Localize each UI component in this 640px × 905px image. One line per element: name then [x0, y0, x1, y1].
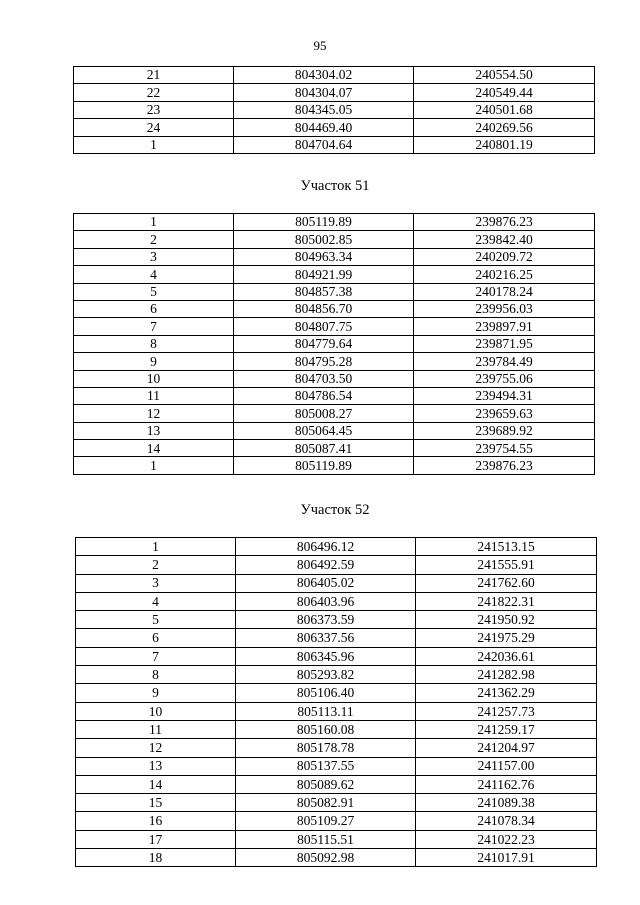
y-coordinate-cell: 241950.92 [416, 611, 597, 629]
x-coordinate-cell: 804963.34 [234, 248, 414, 265]
point-number-cell: 2 [76, 556, 236, 574]
y-coordinate-cell: 239842.40 [414, 231, 595, 248]
x-coordinate-cell: 804786.54 [234, 387, 414, 404]
x-coordinate-cell: 804304.02 [234, 67, 414, 84]
point-number-cell: 1 [74, 136, 234, 153]
point-number-cell: 1 [76, 538, 236, 556]
section-title-plot-52: Участок 52 [300, 502, 370, 518]
x-coordinate-cell: 804856.70 [234, 300, 414, 317]
point-number-cell: 3 [74, 248, 234, 265]
point-number-cell: 4 [76, 592, 236, 610]
x-coordinate-cell: 804921.99 [234, 266, 414, 283]
table-row [74, 422, 595, 439]
x-coordinate-cell: 805137.55 [236, 757, 416, 775]
x-coordinate-cell: 806496.12 [236, 538, 416, 556]
point-number-cell: 2 [74, 231, 234, 248]
table-row [76, 556, 597, 574]
y-coordinate-cell: 241162.76 [416, 775, 597, 793]
x-coordinate-cell: 805109.27 [236, 812, 416, 830]
point-number-cell: 14 [76, 775, 236, 793]
x-coordinate-cell: 804304.07 [234, 84, 414, 101]
x-coordinate-cell: 805106.40 [236, 684, 416, 702]
x-coordinate-cell: 806373.59 [236, 611, 416, 629]
x-coordinate-cell: 804469.40 [234, 119, 414, 136]
point-number-cell: 9 [74, 353, 234, 370]
y-coordinate-cell: 241257.73 [416, 702, 597, 720]
y-coordinate-cell: 239755.06 [414, 370, 595, 387]
table-row [76, 684, 597, 702]
point-number-cell: 10 [74, 370, 234, 387]
point-number-cell: 6 [74, 300, 234, 317]
x-coordinate-cell: 804795.28 [234, 353, 414, 370]
y-coordinate-cell: 241762.60 [416, 574, 597, 592]
point-number-cell: 13 [74, 422, 234, 439]
table-row [74, 353, 595, 370]
x-coordinate-cell: 805087.41 [234, 440, 414, 457]
x-coordinate-cell: 806403.96 [236, 592, 416, 610]
x-coordinate-cell: 806405.02 [236, 574, 416, 592]
table-row [76, 702, 597, 720]
point-number-cell: 6 [76, 629, 236, 647]
point-number-cell: 13 [76, 757, 236, 775]
table-row [74, 387, 595, 404]
coordinates-table-plot-51 [73, 213, 595, 475]
y-coordinate-cell: 241078.34 [416, 812, 597, 830]
x-coordinate-cell: 804345.05 [234, 101, 414, 118]
point-number-cell: 5 [74, 283, 234, 300]
y-coordinate-cell: 240216.25 [414, 266, 595, 283]
table-row [74, 335, 595, 352]
x-coordinate-cell: 804857.38 [234, 283, 414, 300]
x-coordinate-cell: 805119.89 [234, 214, 414, 231]
table-row [76, 611, 597, 629]
point-number-cell: 4 [74, 266, 234, 283]
y-coordinate-cell: 240209.72 [414, 248, 595, 265]
x-coordinate-cell: 806345.96 [236, 647, 416, 665]
x-coordinate-cell: 804703.50 [234, 370, 414, 387]
x-coordinate-cell: 805082.91 [236, 794, 416, 812]
table-row [76, 757, 597, 775]
point-number-cell: 7 [74, 318, 234, 335]
y-coordinate-cell: 241089.38 [416, 794, 597, 812]
y-coordinate-cell: 241555.91 [416, 556, 597, 574]
x-coordinate-cell: 805293.82 [236, 666, 416, 684]
table-row [76, 812, 597, 830]
coordinates-table-plot-52 [75, 537, 597, 867]
x-coordinate-cell: 806492.59 [236, 556, 416, 574]
point-number-cell: 1 [74, 214, 234, 231]
table-row [74, 405, 595, 422]
x-coordinate-cell: 804807.75 [234, 318, 414, 335]
point-number-cell: 11 [76, 720, 236, 738]
y-coordinate-cell: 240801.19 [414, 136, 595, 153]
y-coordinate-cell: 241157.00 [416, 757, 597, 775]
x-coordinate-cell: 804704.64 [234, 136, 414, 153]
y-coordinate-cell: 241513.15 [416, 538, 597, 556]
table-row [74, 136, 595, 153]
table-row [74, 119, 595, 136]
table-row [74, 370, 595, 387]
table-row [76, 775, 597, 793]
point-number-cell: 17 [76, 830, 236, 848]
table-row [74, 266, 595, 283]
y-coordinate-cell: 239897.91 [414, 318, 595, 335]
y-coordinate-cell: 240501.68 [414, 101, 595, 118]
point-number-cell: 1 [74, 457, 234, 474]
table-row [76, 666, 597, 684]
table-row [76, 538, 597, 556]
point-number-cell: 14 [74, 440, 234, 457]
y-coordinate-cell: 239494.31 [414, 387, 595, 404]
y-coordinate-cell: 239956.03 [414, 300, 595, 317]
y-coordinate-cell: 242036.61 [416, 647, 597, 665]
y-coordinate-cell: 241204.97 [416, 739, 597, 757]
table-row [76, 574, 597, 592]
point-number-cell: 8 [76, 666, 236, 684]
table-row [76, 830, 597, 848]
y-coordinate-cell: 240549.44 [414, 84, 595, 101]
x-coordinate-cell: 805064.45 [234, 422, 414, 439]
x-coordinate-cell: 805092.98 [236, 849, 416, 867]
y-coordinate-cell: 241822.31 [416, 592, 597, 610]
x-coordinate-cell: 805160.08 [236, 720, 416, 738]
y-coordinate-cell: 239754.55 [414, 440, 595, 457]
y-coordinate-cell: 239876.23 [414, 457, 595, 474]
point-number-cell: 18 [76, 849, 236, 867]
point-number-cell: 3 [76, 574, 236, 592]
table-row [74, 248, 595, 265]
x-coordinate-cell: 805002.85 [234, 231, 414, 248]
table-row [74, 214, 595, 231]
y-coordinate-cell: 239784.49 [414, 353, 595, 370]
y-coordinate-cell: 239659.63 [414, 405, 595, 422]
table-row [74, 440, 595, 457]
y-coordinate-cell: 241362.29 [416, 684, 597, 702]
y-coordinate-cell: 240554.50 [414, 67, 595, 84]
table-row [74, 84, 595, 101]
table-row [74, 300, 595, 317]
y-coordinate-cell: 240178.24 [414, 283, 595, 300]
point-number-cell: 12 [74, 405, 234, 422]
y-coordinate-cell: 241022.23 [416, 830, 597, 848]
table-row [76, 629, 597, 647]
table-row [76, 849, 597, 867]
y-coordinate-cell: 239871.95 [414, 335, 595, 352]
table-row [76, 720, 597, 738]
table-row [74, 67, 595, 84]
table-row [76, 647, 597, 665]
point-number-cell: 8 [74, 335, 234, 352]
x-coordinate-cell: 804779.64 [234, 335, 414, 352]
coordinates-table-continued [73, 66, 595, 154]
table-row [74, 318, 595, 335]
y-coordinate-cell: 240269.56 [414, 119, 595, 136]
y-coordinate-cell: 239876.23 [414, 214, 595, 231]
table-row [74, 101, 595, 118]
y-coordinate-cell: 241017.91 [416, 849, 597, 867]
point-number-cell: 21 [74, 67, 234, 84]
x-coordinate-cell: 805113.11 [236, 702, 416, 720]
table-row [74, 283, 595, 300]
point-number-cell: 7 [76, 647, 236, 665]
point-number-cell: 23 [74, 101, 234, 118]
point-number-cell: 15 [76, 794, 236, 812]
table-row [76, 794, 597, 812]
y-coordinate-cell: 239689.92 [414, 422, 595, 439]
point-number-cell: 10 [76, 702, 236, 720]
page-number: 95 [313, 38, 327, 53]
point-number-cell: 11 [74, 387, 234, 404]
y-coordinate-cell: 241259.17 [416, 720, 597, 738]
x-coordinate-cell: 805008.27 [234, 405, 414, 422]
table-row [74, 231, 595, 248]
table-row [76, 739, 597, 757]
y-coordinate-cell: 241282.98 [416, 666, 597, 684]
x-coordinate-cell: 805178.78 [236, 739, 416, 757]
section-title-plot-51: Участок 51 [300, 178, 370, 194]
y-coordinate-cell: 241975.29 [416, 629, 597, 647]
x-coordinate-cell: 805115.51 [236, 830, 416, 848]
point-number-cell: 24 [74, 119, 234, 136]
table-row [74, 457, 595, 474]
table-row [76, 592, 597, 610]
point-number-cell: 22 [74, 84, 234, 101]
point-number-cell: 12 [76, 739, 236, 757]
x-coordinate-cell: 806337.56 [236, 629, 416, 647]
x-coordinate-cell: 805089.62 [236, 775, 416, 793]
point-number-cell: 9 [76, 684, 236, 702]
point-number-cell: 5 [76, 611, 236, 629]
x-coordinate-cell: 805119.89 [234, 457, 414, 474]
point-number-cell: 16 [76, 812, 236, 830]
